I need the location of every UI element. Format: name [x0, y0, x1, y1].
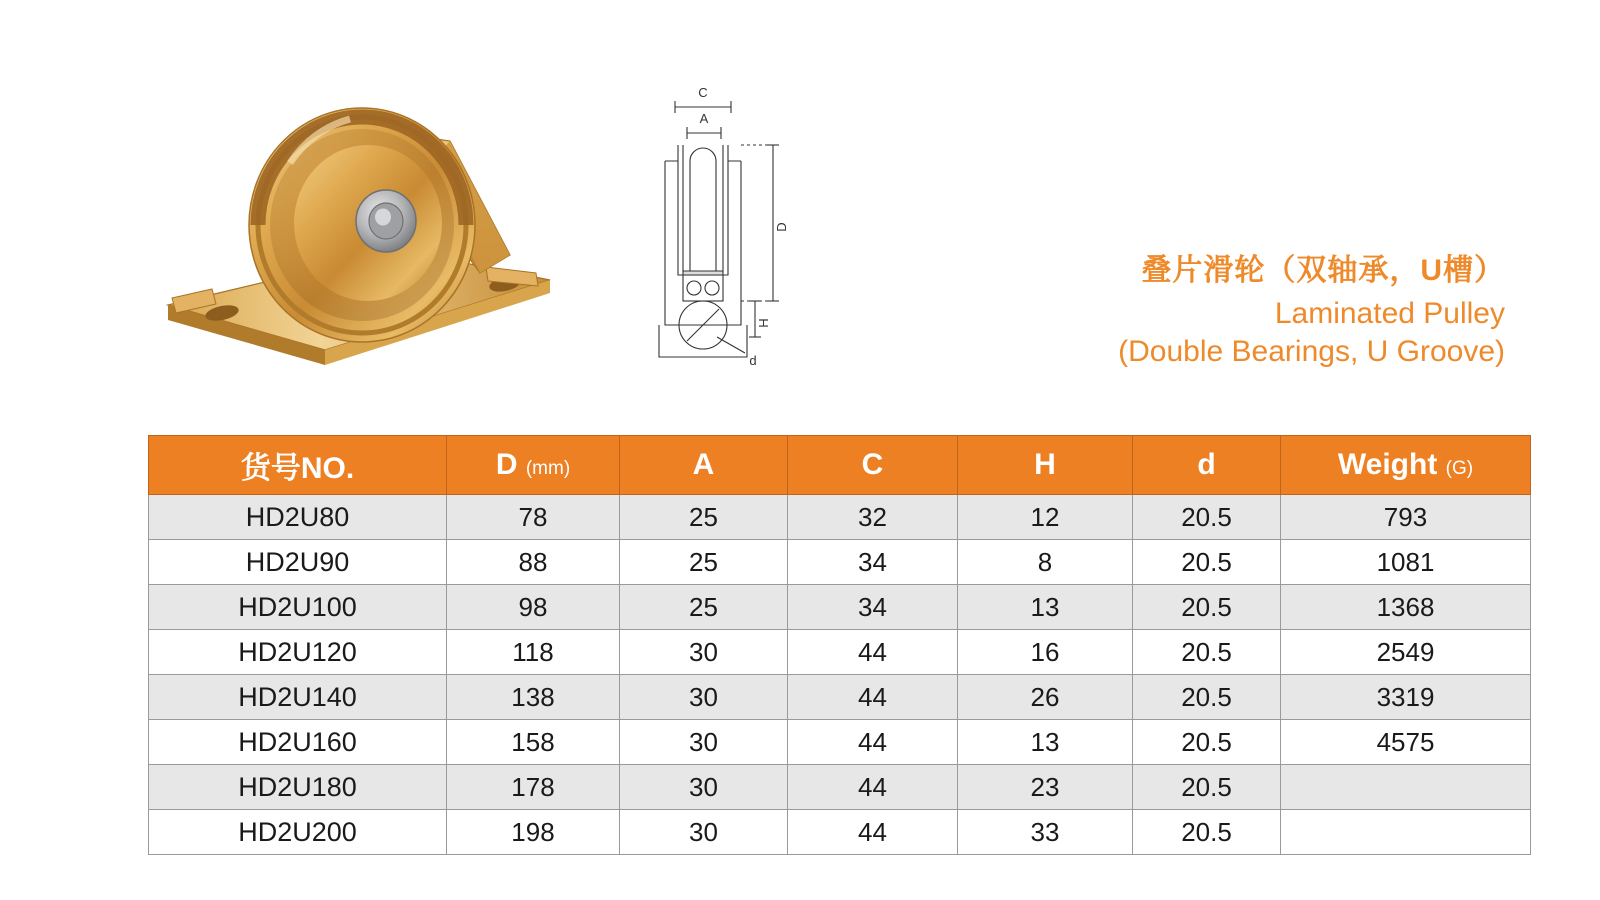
cell-d: 198 — [447, 810, 620, 855]
cell-weight: 2549 — [1281, 630, 1531, 675]
cell-weight: 4575 — [1281, 720, 1531, 765]
cell-a: 25 — [620, 495, 788, 540]
cell-a: 25 — [620, 585, 788, 630]
table-row — [149, 585, 1531, 630]
cell-a: 30 — [620, 765, 788, 810]
cell-a: 30 — [620, 675, 788, 720]
drawing-label-a: A — [699, 111, 709, 126]
column-header-h: H — [958, 436, 1133, 495]
column-header-d: D (mm) — [447, 436, 620, 495]
cell-d: 138 — [447, 675, 620, 720]
cell-a: 30 — [620, 630, 788, 675]
cell-weight: 1081 — [1281, 540, 1531, 585]
drawing-label-d-minor: d — [749, 353, 757, 368]
dimension-drawing — [645, 75, 845, 395]
cell-no: HD2U180 — [149, 765, 447, 810]
column-header-c: C — [788, 436, 958, 495]
product-photo — [150, 55, 570, 395]
table-row — [149, 675, 1531, 720]
column-header-a: A — [620, 436, 788, 495]
column-header-no: 货号NO. — [149, 436, 447, 495]
table-row — [149, 765, 1531, 810]
table-row — [149, 810, 1531, 855]
cell-d-minor: 20.5 — [1133, 540, 1281, 585]
cell-h: 23 — [958, 765, 1133, 810]
cell-h: 16 — [958, 630, 1133, 675]
cell-c: 44 — [788, 720, 958, 765]
drawing-label-c: C — [698, 85, 708, 100]
cell-d: 98 — [447, 585, 620, 630]
cell-d-minor: 20.5 — [1133, 630, 1281, 675]
table-row — [149, 720, 1531, 765]
cell-d: 158 — [447, 720, 620, 765]
cell-c: 44 — [788, 675, 958, 720]
drawing-label-h: H — [756, 318, 771, 328]
product-title-en-line2: (Double Bearings, U Groove) — [1118, 335, 1505, 368]
cell-c: 44 — [788, 765, 958, 810]
cell-a: 25 — [620, 540, 788, 585]
cell-weight: 793 — [1281, 495, 1531, 540]
cell-weight — [1281, 810, 1531, 855]
cell-d: 88 — [447, 540, 620, 585]
cell-d-minor: 20.5 — [1133, 585, 1281, 630]
cell-weight: 1368 — [1281, 585, 1531, 630]
table-row — [149, 540, 1531, 585]
cell-h: 8 — [958, 540, 1133, 585]
technical-drawing — [645, 75, 845, 395]
cell-h: 13 — [958, 720, 1133, 765]
cell-d-minor: 20.5 — [1133, 675, 1281, 720]
title-block — [885, 245, 1505, 369]
table-row — [149, 630, 1531, 675]
product-title-cn: 叠片滑轮（双轴承，U槽） — [1141, 254, 1505, 287]
cell-h: 13 — [958, 585, 1133, 630]
cell-a: 30 — [620, 810, 788, 855]
table-row — [149, 495, 1531, 540]
cell-h: 12 — [958, 495, 1133, 540]
cell-d-minor: 20.5 — [1133, 495, 1281, 540]
cell-a: 30 — [620, 720, 788, 765]
cell-d-minor: 20.5 — [1133, 810, 1281, 855]
cell-c: 34 — [788, 540, 958, 585]
cell-h: 33 — [958, 810, 1133, 855]
cell-d: 118 — [447, 630, 620, 675]
cell-weight: 3319 — [1281, 675, 1531, 720]
cell-no: HD2U160 — [149, 720, 447, 765]
cell-no: HD2U100 — [149, 585, 447, 630]
cell-no: HD2U140 — [149, 675, 447, 720]
cell-d-minor: 20.5 — [1133, 720, 1281, 765]
cell-d: 178 — [447, 765, 620, 810]
cell-d-minor: 20.5 — [1133, 765, 1281, 810]
cell-weight — [1281, 765, 1531, 810]
cell-c: 44 — [788, 630, 958, 675]
column-header-d-minor: d — [1133, 436, 1281, 495]
pulley-photo-illustration — [150, 55, 570, 395]
cell-c: 34 — [788, 585, 958, 630]
cell-no: HD2U90 — [149, 540, 447, 585]
specification-table — [148, 435, 1531, 855]
cell-d: 78 — [447, 495, 620, 540]
cell-c: 32 — [788, 495, 958, 540]
cell-c: 44 — [788, 810, 958, 855]
table-header-row — [149, 436, 1531, 495]
drawing-label-d-major: D — [774, 222, 789, 232]
cell-no: HD2U120 — [149, 630, 447, 675]
cell-no: HD2U80 — [149, 495, 447, 540]
column-header-weight: Weight (G) — [1281, 436, 1531, 495]
cell-h: 26 — [958, 675, 1133, 720]
product-title-en-line1: Laminated Pulley — [1274, 297, 1505, 330]
cell-no: HD2U200 — [149, 810, 447, 855]
